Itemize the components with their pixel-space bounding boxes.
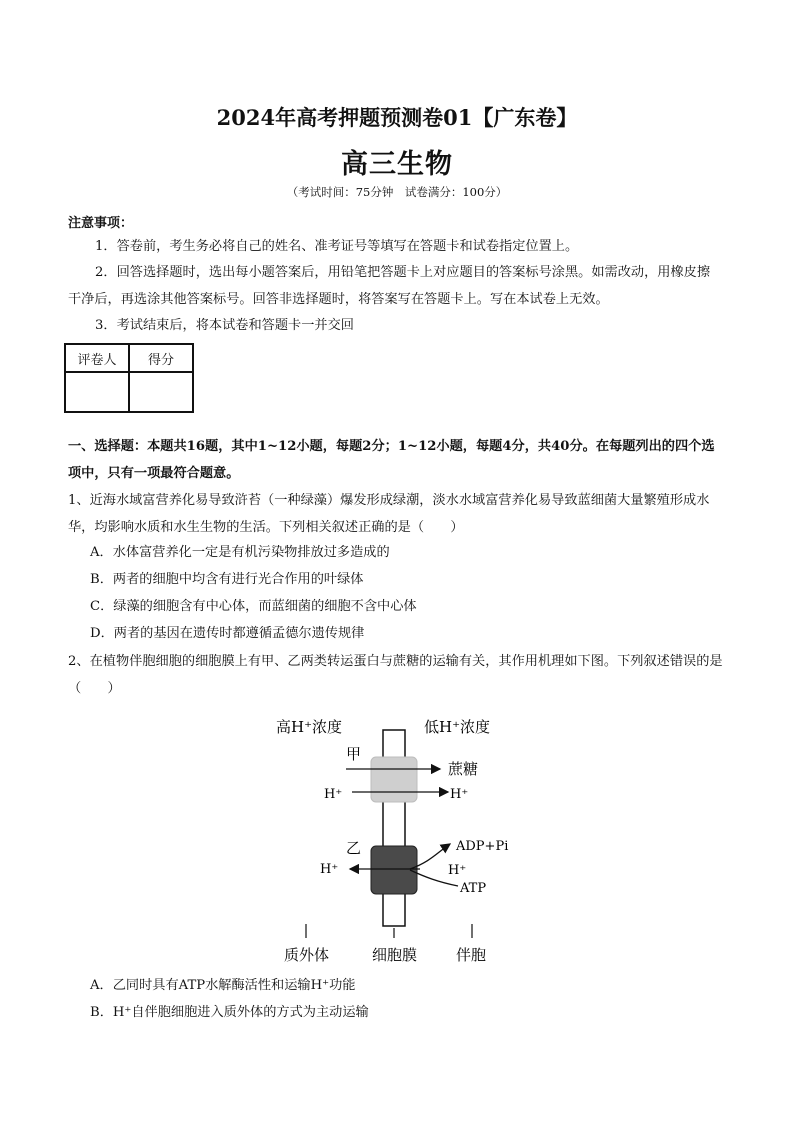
label-membrane: 细胞膜 <box>372 946 418 964</box>
label-h-right-top: H⁺ <box>450 787 469 802</box>
label-apoplast: 质外体 <box>284 946 330 964</box>
label-h-right-bottom: H⁺ <box>448 863 467 878</box>
score-table-score-header: 得分 <box>129 344 193 372</box>
q1-option-b: B．两者的细胞中均含有进行光合作用的叶绿体 <box>90 572 364 587</box>
label-yi: 乙 <box>346 839 362 857</box>
q1-stem: 1、近海水域富营养化易导致浒苔（一种绿藻）爆发形成绿潮，淡水水域富营养化易导致蓝细菌大量繁殖形成水华，均影响水质和水生生物的生活。下列相关叙述正确的是（ ） <box>68 493 710 535</box>
label-atp: ATP <box>460 881 487 896</box>
label-h-left-top: H⁺ <box>324 787 343 802</box>
score-table-grader-cell <box>65 372 129 412</box>
exam-info: （考试时间：75分钟 试卷满分：100分） <box>286 185 508 199</box>
q2-stem: 2、在植物伴胞细胞的细胞膜上有甲、乙两类转运蛋白与蔗糖的运输有关，其作用机理如下图。下列叙述错误的是（ ） <box>68 654 723 696</box>
label-sucrose: 蔗糖 <box>448 760 479 778</box>
q1-option-c: C．绿藻的细胞含有中心体，而蓝细菌的细胞不含中心体 <box>90 599 417 614</box>
protein-jia <box>371 757 417 802</box>
label-adp: ADP+Pi <box>456 839 509 854</box>
q2-option-b: B．H⁺自伴胞细胞进入质外体的方式为主动运输 <box>90 1005 369 1020</box>
section1-intro: 一、选择题：本题共16题，其中1~12小题，每题2分；1~12小题，每题4分，共40分。在每题列出的四个选项中，只有一项最符合题意。 <box>68 439 715 481</box>
notice-item-1: 1．答卷前，考生务必将自己的姓名、准考证号等填写在答题卡和试卷指定位置上。 <box>95 239 579 254</box>
subject-title: 高三生物 <box>341 149 453 180</box>
score-table-grader-header: 评卷人 <box>65 344 129 372</box>
transport-diagram <box>260 712 540 968</box>
label-jia: 甲 <box>346 745 362 763</box>
label-high-h: 高H⁺浓度 <box>276 718 342 736</box>
exam-title: 2024年高考押题预测卷01【广东卷】 <box>216 105 578 130</box>
q1-option-a: A．水体富营养化一定是有机污染物排放过多造成的 <box>90 545 390 560</box>
q1-option-d: D．两者的基因在遗传时都遵循孟德尔遗传规律 <box>90 626 365 641</box>
q2-option-a: A．乙同时具有ATP水解酶活性和运输H⁺功能 <box>90 978 356 993</box>
notice-item-2: 2．回答选择题时，选出每小题答案后，用铅笔把答题卡上对应题目的答案标号涂黑。如需改动，用橡皮擦干净后，再选涂其他答案标号。回答非选择题时，将答案写在答题卡上。写在本试卷上无效。 <box>68 265 711 307</box>
score-table <box>64 343 194 413</box>
label-h-left-bottom: H⁺ <box>320 862 339 877</box>
notice-heading: 注意事项： <box>68 216 134 231</box>
label-low-h: 低H⁺浓度 <box>424 718 490 736</box>
score-table-score-cell <box>129 372 193 412</box>
notice-item-3: 3．考试结束后，将本试卷和答题卡一并交回 <box>95 318 354 333</box>
label-companion: 伴胞 <box>456 946 487 964</box>
